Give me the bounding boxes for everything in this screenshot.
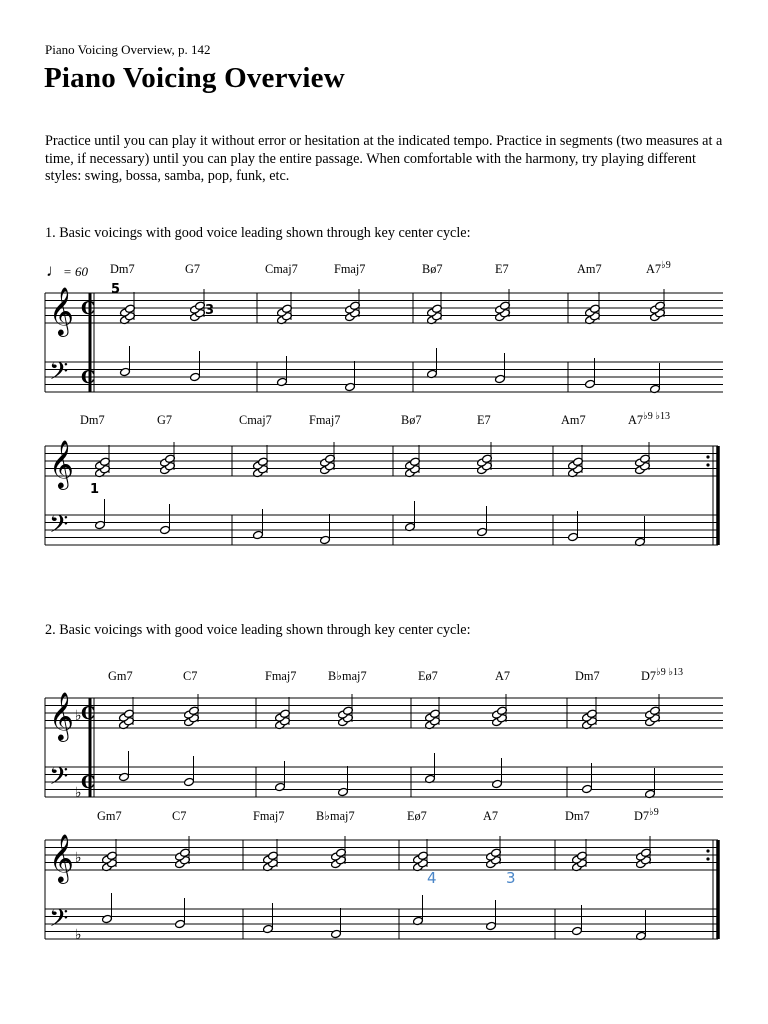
chord-symbol: $A7^{♭9 ♭13}$: [628, 411, 670, 427]
treble-clef-icon: 𝄞: [49, 833, 74, 882]
flat-icon: ♭: [75, 927, 82, 943]
flat-icon: ♭: [75, 850, 82, 866]
flat-icon: ♭: [75, 708, 82, 724]
note-head: [492, 779, 503, 788]
chord-symbol: Bø7: [422, 262, 443, 276]
common-time-icon: C: [81, 772, 96, 793]
chord-symbol: C7: [183, 669, 198, 683]
repeat-dot: [706, 463, 709, 466]
note-head: [175, 919, 186, 928]
chord-symbol: Eø7: [407, 809, 427, 823]
bass-clef-icon: 𝄢: [49, 510, 69, 545]
treble-clef-icon: 𝄞: [49, 439, 74, 488]
note-head: [275, 782, 286, 791]
treble-clef-icon: 𝄞: [49, 691, 74, 740]
bass-clef-icon: 𝄢: [49, 762, 69, 797]
note-head: [486, 921, 497, 930]
bass-clef-icon: 𝄢: [49, 357, 69, 392]
common-time-icon: C: [81, 703, 96, 724]
common-time-icon: C: [81, 367, 96, 388]
note-head: [320, 535, 331, 544]
chord-symbol: Fmaj7: [265, 669, 297, 683]
chord-symbol: A7: [495, 669, 511, 683]
chord-symbol: G7: [185, 262, 201, 276]
note-head: [263, 924, 274, 933]
chord-symbol: Am7: [577, 262, 602, 276]
common-time-icon: C: [81, 298, 96, 319]
chord-symbol: E7: [495, 262, 509, 276]
note-head: [184, 777, 195, 786]
section-2-heading: 2. Basic voicings with good voice leading shown through key center cycle:: [45, 622, 471, 638]
chord-symbol: Dm7: [575, 669, 600, 683]
chord-symbol: Gm7: [108, 669, 133, 683]
chord-symbol: $A7^{♭9}$: [646, 260, 671, 276]
repeat-dot: [706, 849, 709, 852]
fingering-label: 5: [111, 282, 121, 297]
chord-symbol: Fmaj7: [309, 413, 341, 427]
chord-symbol: B♭maj7: [328, 669, 367, 683]
note-head: [582, 784, 593, 793]
note-head: [568, 532, 579, 541]
chord-symbol: $D7^{♭9 ♭13}$: [641, 667, 683, 683]
fingering-label: 1: [90, 482, 100, 497]
chord-symbol: Dm7: [80, 413, 105, 427]
chord-symbol: Bø7: [401, 413, 422, 427]
note-head: [102, 914, 113, 923]
handwritten-fingering: 4: [427, 869, 437, 887]
fingering-label: 3: [205, 303, 215, 318]
handwritten-fingering: 3: [506, 869, 516, 887]
chord-symbol: E7: [477, 413, 491, 427]
note-head: [477, 527, 488, 536]
note-head: [345, 382, 356, 391]
note-head: [190, 372, 201, 381]
chord-symbol: G7: [157, 413, 173, 427]
chord-symbol: Fmaj7: [253, 809, 285, 823]
chord-symbol: B♭maj7: [316, 809, 355, 823]
note-head: [253, 530, 264, 539]
note-head: [572, 926, 583, 935]
treble-clef-icon: 𝄞: [49, 286, 74, 335]
chord-symbol: Fmaj7: [334, 262, 366, 276]
chord-symbol: Gm7: [97, 809, 122, 823]
note-head: [120, 367, 131, 376]
note-head: [119, 772, 130, 781]
chord-symbol: Dm7: [110, 262, 135, 276]
quarter-note-icon: ♩: [46, 261, 63, 280]
note-head: [338, 787, 349, 796]
chord-symbol: Cmaj7: [265, 262, 298, 276]
note-head: [585, 379, 596, 388]
chord-symbol: Am7: [561, 413, 586, 427]
repeat-dot: [706, 455, 709, 458]
intro-paragraph: Practice until you can play it without error or hesitation at the indicated tempo. Practice in segments (two measures at a time, if necessary) until you can play the entire passage. When comfortable with the harmony, try playing different styles: swing, bossa, samba, pop, funk, etc.: [45, 133, 723, 185]
note-head: [277, 377, 288, 386]
section-1-heading: 1. Basic voicings with good voice leading shown through key center cycle:: [45, 225, 471, 241]
running-head: Piano Voicing Overview, p. 142: [45, 42, 211, 57]
chord-symbol: Dm7: [565, 809, 590, 823]
chord-symbol: Cmaj7: [239, 413, 272, 427]
page-title: Piano Voicing Overview: [44, 62, 345, 94]
note-head: [495, 374, 506, 383]
chord-symbol: $D7^{♭9}$: [634, 807, 659, 823]
tempo-marking: ♩= 60: [46, 261, 89, 280]
note-head: [160, 525, 171, 534]
note-head: [95, 520, 106, 529]
flat-icon: ♭: [75, 785, 82, 801]
repeat-dot: [706, 857, 709, 860]
note-head: [331, 929, 342, 938]
chord-symbol: C7: [172, 809, 187, 823]
chord-symbol: A7: [483, 809, 499, 823]
chord-symbol: Eø7: [418, 669, 438, 683]
bass-clef-icon: 𝄢: [49, 904, 69, 939]
